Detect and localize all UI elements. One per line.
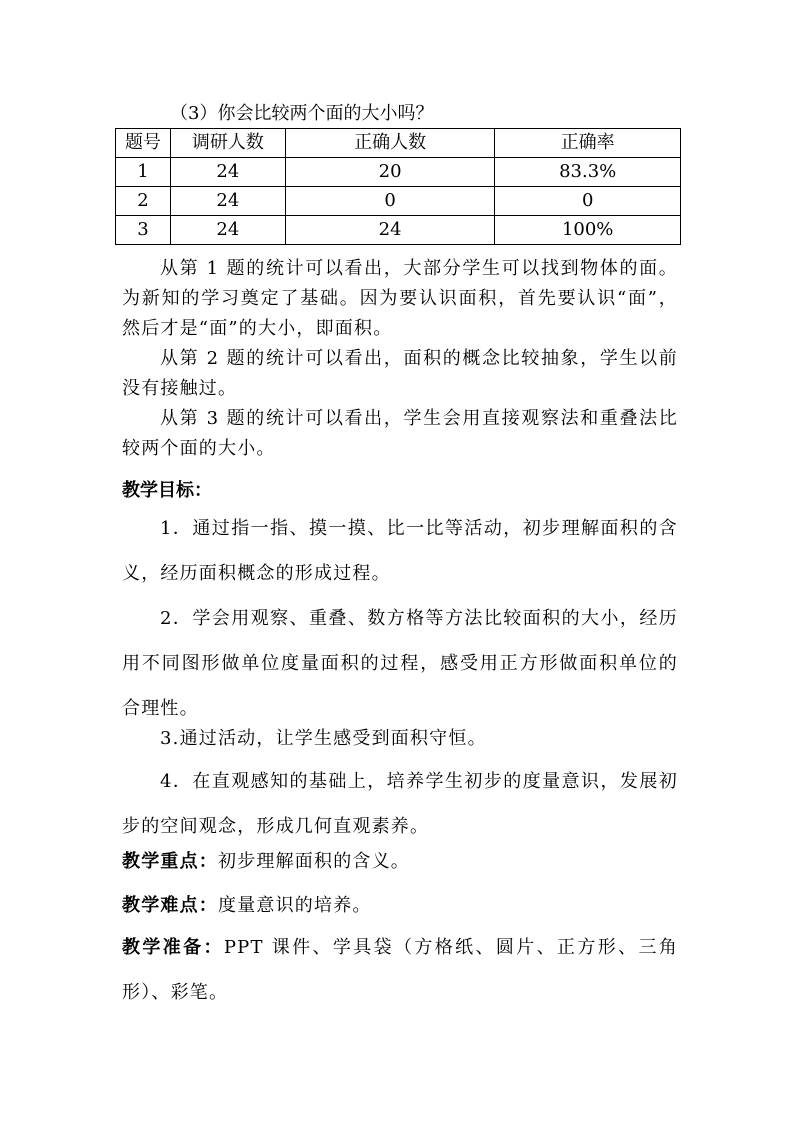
goal-item-4: 4．在直观感知的基础上，培养学生初步的度量意识，发展初步的空间观念，形成几何直观素养。 — [122, 771, 678, 837]
preparation-paragraph — [122, 925, 678, 1015]
header-cell: 正确人数 — [285, 129, 495, 158]
difficulty-line — [122, 891, 678, 921]
survey-table — [115, 128, 681, 245]
table-cell: 1 — [116, 158, 171, 187]
goal-item-1: 1．通过指一指、摸一摸、比一比等活动，初步理解面积的含义，经历面积概念的形成过程。 — [122, 518, 678, 584]
table-header-row — [116, 129, 681, 158]
table-cell: 24 — [170, 158, 285, 187]
key-point-line — [122, 847, 678, 877]
key-point-text: 初步理解面积的含义。 — [218, 851, 410, 872]
table-cell: 24 — [170, 187, 285, 216]
header-cell: 调研人数 — [170, 129, 285, 158]
header-cell: 正确率 — [495, 129, 681, 158]
key-point-label: 教学重点： — [122, 851, 218, 872]
table-cell: 100% — [495, 216, 681, 245]
table-cell: 0 — [495, 187, 681, 216]
table-cell: 24 — [170, 216, 285, 245]
table-row — [116, 158, 681, 187]
table-row — [116, 187, 681, 216]
table-cell: 0 — [285, 187, 495, 216]
table-cell: 2 — [116, 187, 171, 216]
preparation-text: PPT 课件、学具袋（方格纸、圆片、正方形、三角形）、彩笔。 — [122, 937, 679, 1003]
preparation-label: 教学准备： — [122, 937, 224, 958]
analysis-paragraph-2: 从第 2 题的统计可以看出，面积的概念比较抽象，学生以前没有接触过。 — [122, 348, 678, 399]
table-row — [116, 216, 681, 245]
table-cell: 83.3% — [495, 158, 681, 187]
table-cell: 3 — [116, 216, 171, 245]
header-cell: 题号 — [116, 129, 171, 158]
difficulty-label: 教学难点： — [122, 895, 218, 916]
analysis-paragraph-1: 从第 1 题的统计可以看出，大部分学生可以找到物体的面。为新知的学习奠定了基础。因为要认识面积，首先要认识“面”，然后才是“面”的大小，即面积。 — [122, 258, 678, 339]
difficulty-text: 度量意识的培养。 — [218, 895, 372, 916]
goal-item-3: 3.通过活动，让学生感受到面积守恒。 — [160, 728, 487, 749]
table-cell: 24 — [285, 216, 495, 245]
analysis-paragraph-3: 从第 3 题的统计可以看出，学生会用直接观察法和重叠法比较两个面的大小。 — [122, 408, 678, 459]
goal-item-2: 2．学会用观察、重叠、数方格等方法比较面积的大小，经历用不同图形做单位度量面积的过程，感受用正方形做面积单位的合理性。 — [122, 608, 678, 719]
question-title: （3）你会比较两个面的大小吗？ — [170, 103, 434, 124]
table-cell: 20 — [285, 158, 495, 187]
goals-heading: 教学目标： — [122, 480, 212, 501]
